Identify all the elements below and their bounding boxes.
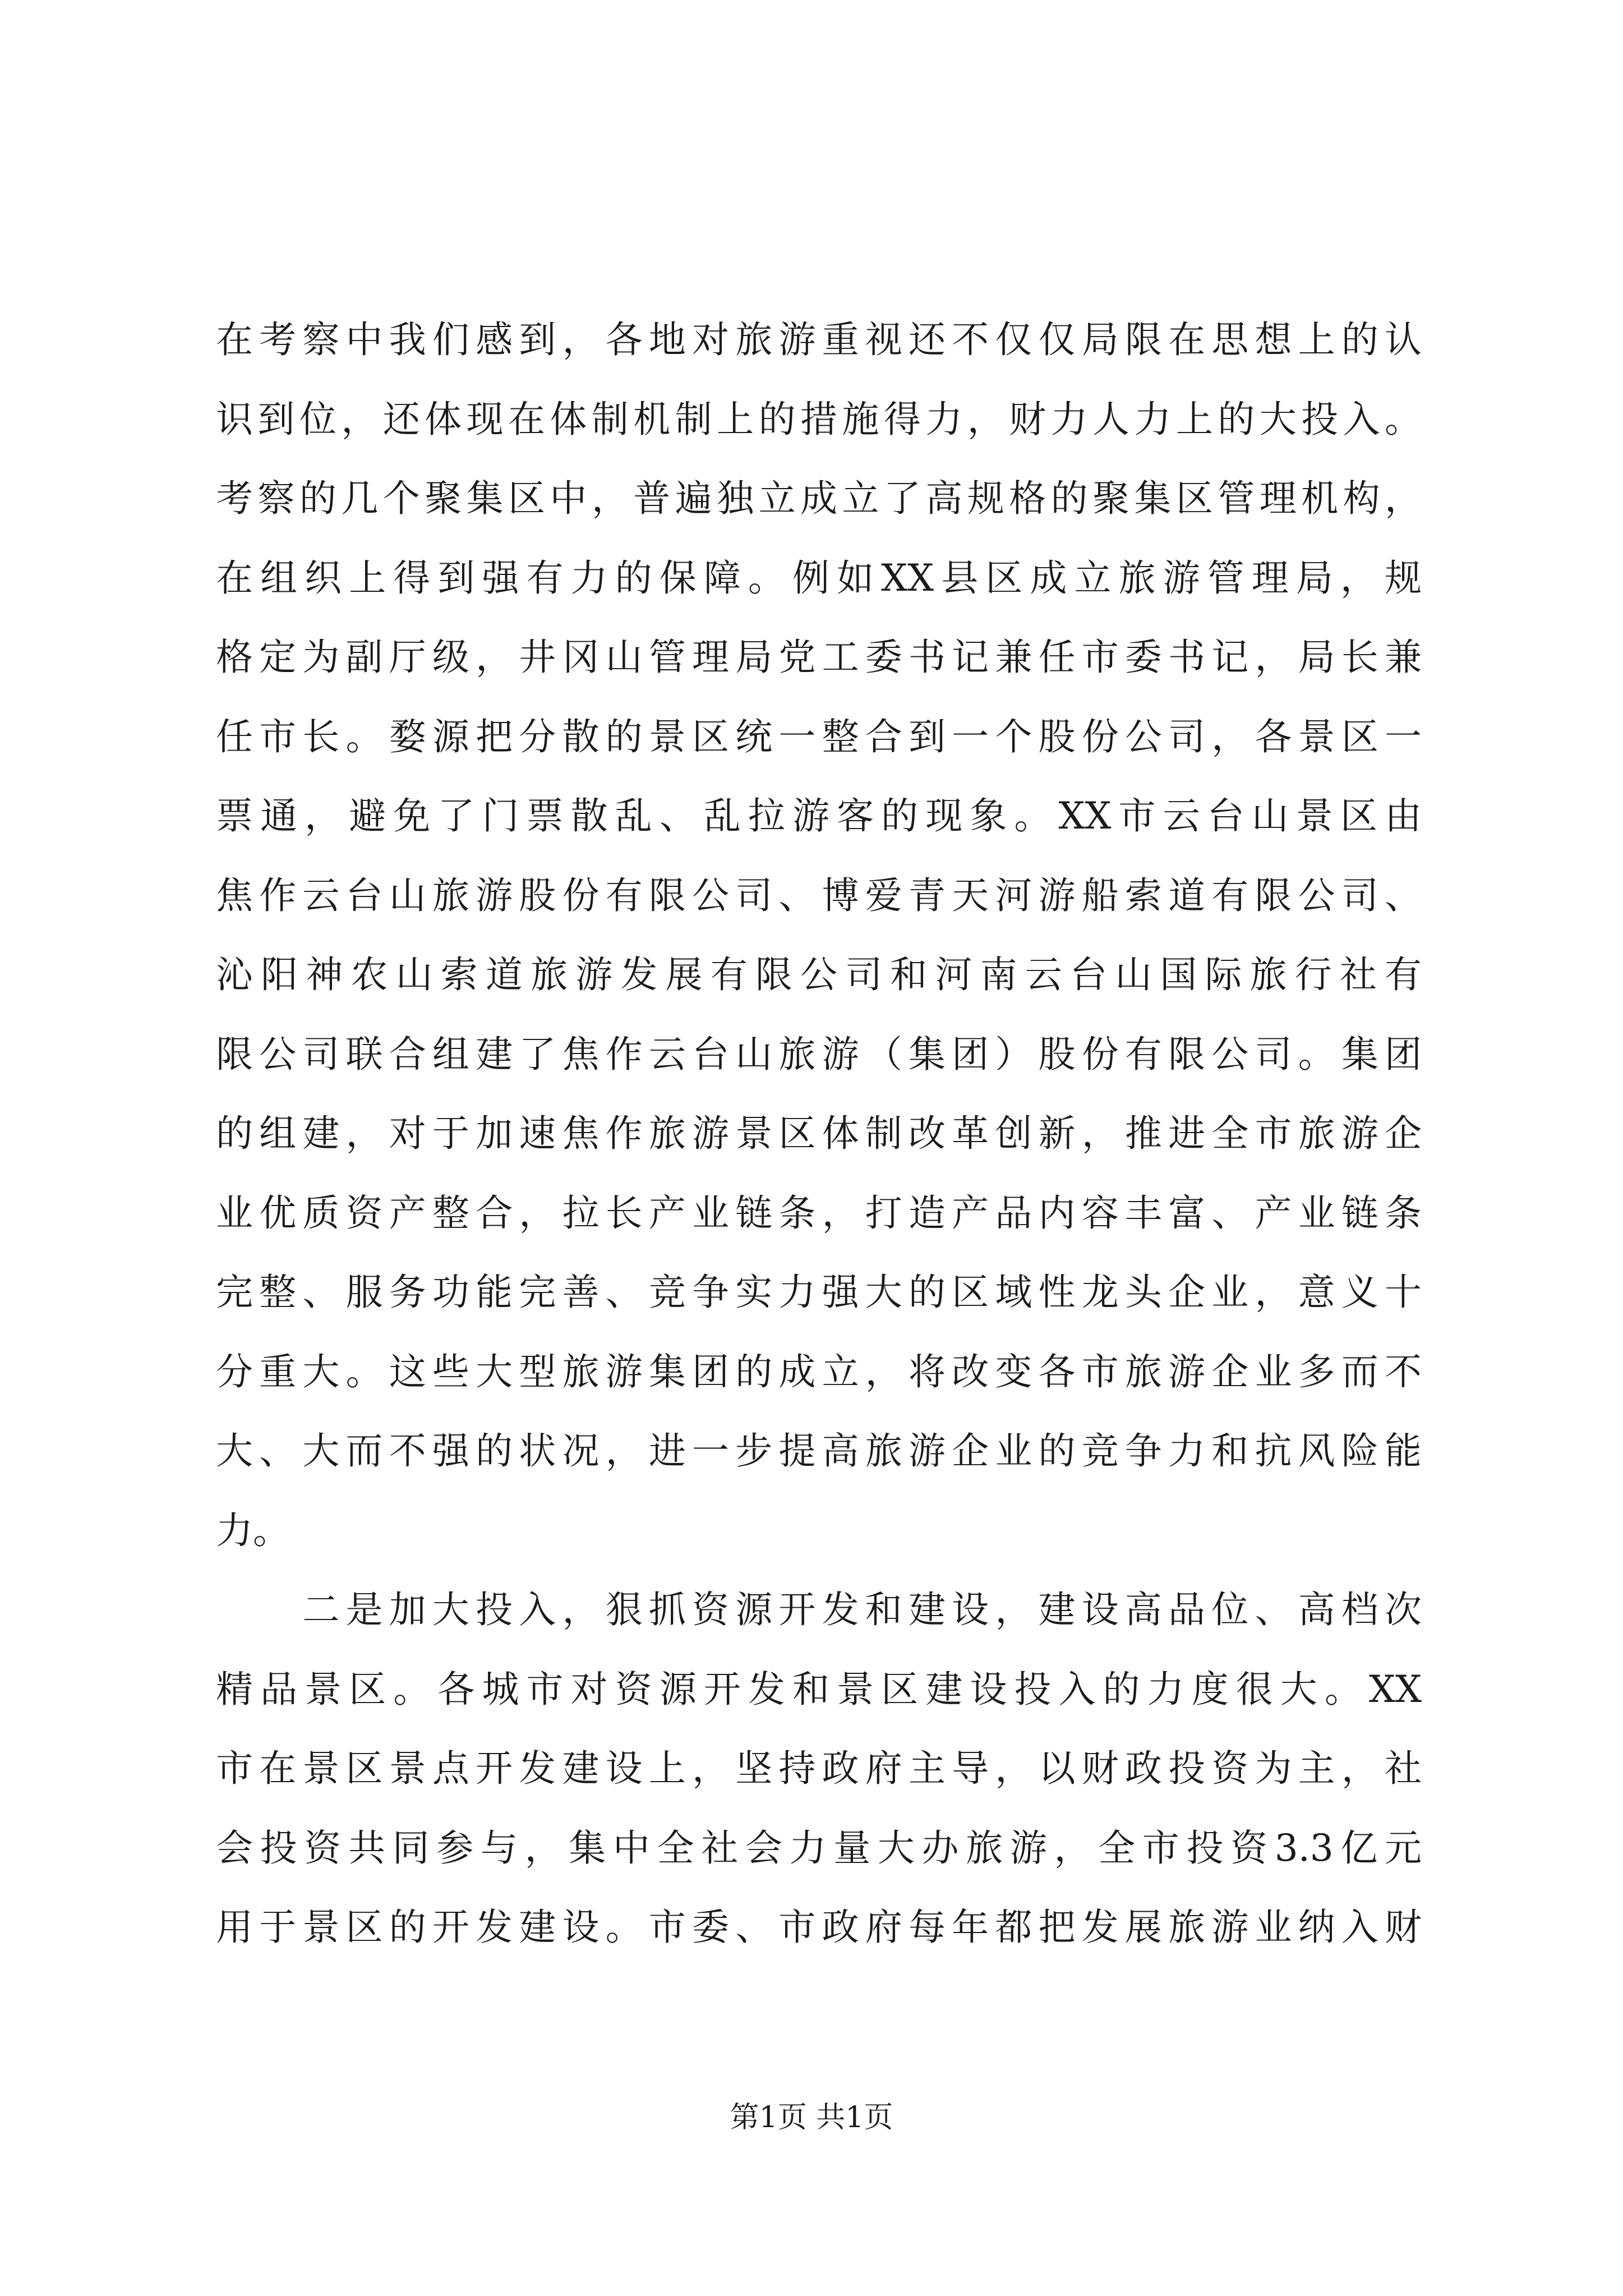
text-line: 业优质资产整合，拉长产业链条，打造产品内容丰富、产业链条	[216, 1191, 1422, 1235]
text-line: 分重大。这些大型旅游集团的成立，将改变各市旅游企业多而不	[216, 1350, 1422, 1393]
text-line: 用于景区的开发建设。市委、市政府每年都把发展旅游业纳入财	[216, 1906, 1422, 1949]
text-line: 识到位，还体现在体制机制上的措施得力，财力人力上的大投入。	[216, 397, 1422, 441]
text-line: 焦作云台山旅游股份有限公司、博爱青天河游船索道有限公司、	[216, 873, 1422, 917]
text-line: 会投资共同参与，集中全社会力量大办旅游，全市投资3.3亿元	[216, 1826, 1422, 1870]
text-line: 格定为副厅级，井冈山管理局党工委书记兼任市委书记，局长兼	[216, 636, 1422, 679]
text-line: 大、大而不强的状况，进一步提高旅游企业的竞争力和抗风险能	[216, 1429, 1422, 1473]
text-line: 市在景区景点开发建设上，坚持政府主导，以财政投资为主，社	[216, 1747, 1422, 1790]
text-line: 力。	[216, 1508, 290, 1552]
text-line: 票通，避免了门票散乱、乱拉游客的现象。XX市云台山景区由	[216, 794, 1422, 838]
text-line: 沁阳神农山索道旅游发展有限公司和河南云台山国际旅行社有	[216, 953, 1422, 996]
text-line: 完整、服务功能完善、竞争实力强大的区域性龙头企业，意义十	[216, 1271, 1422, 1314]
text-line: 在考察中我们感到，各地对旅游重视还不仅仅局限在思想上的认	[216, 318, 1422, 361]
paragraph-start-line: 二是加大投入，狠抓资源开发和建设，建设高品位、高档次	[216, 1588, 1422, 1631]
page-footer: 第1页 共1页	[730, 2101, 893, 2134]
text-line: 在组织上得到强有力的保障。例如XX县区成立旅游管理局，规	[216, 556, 1422, 600]
document-body	[216, 300, 1422, 1967]
text-line: 精品景区。各城市对资源开发和景区建设投入的力度很大。XX	[216, 1667, 1422, 1711]
text-line: 限公司联合组建了焦作云台山旅游（集团）股份有限公司。集团	[216, 1032, 1422, 1076]
text-line: 的组建，对于加速焦作旅游景区体制改革创新，推进全市旅游企	[216, 1112, 1422, 1155]
text-line: 任市长。婺源把分散的景区统一整合到一个股份公司，各景区一	[216, 715, 1422, 758]
text-line: 考察的几个聚集区中，普遍独立成立了高规格的聚集区管理机构，	[216, 477, 1422, 520]
